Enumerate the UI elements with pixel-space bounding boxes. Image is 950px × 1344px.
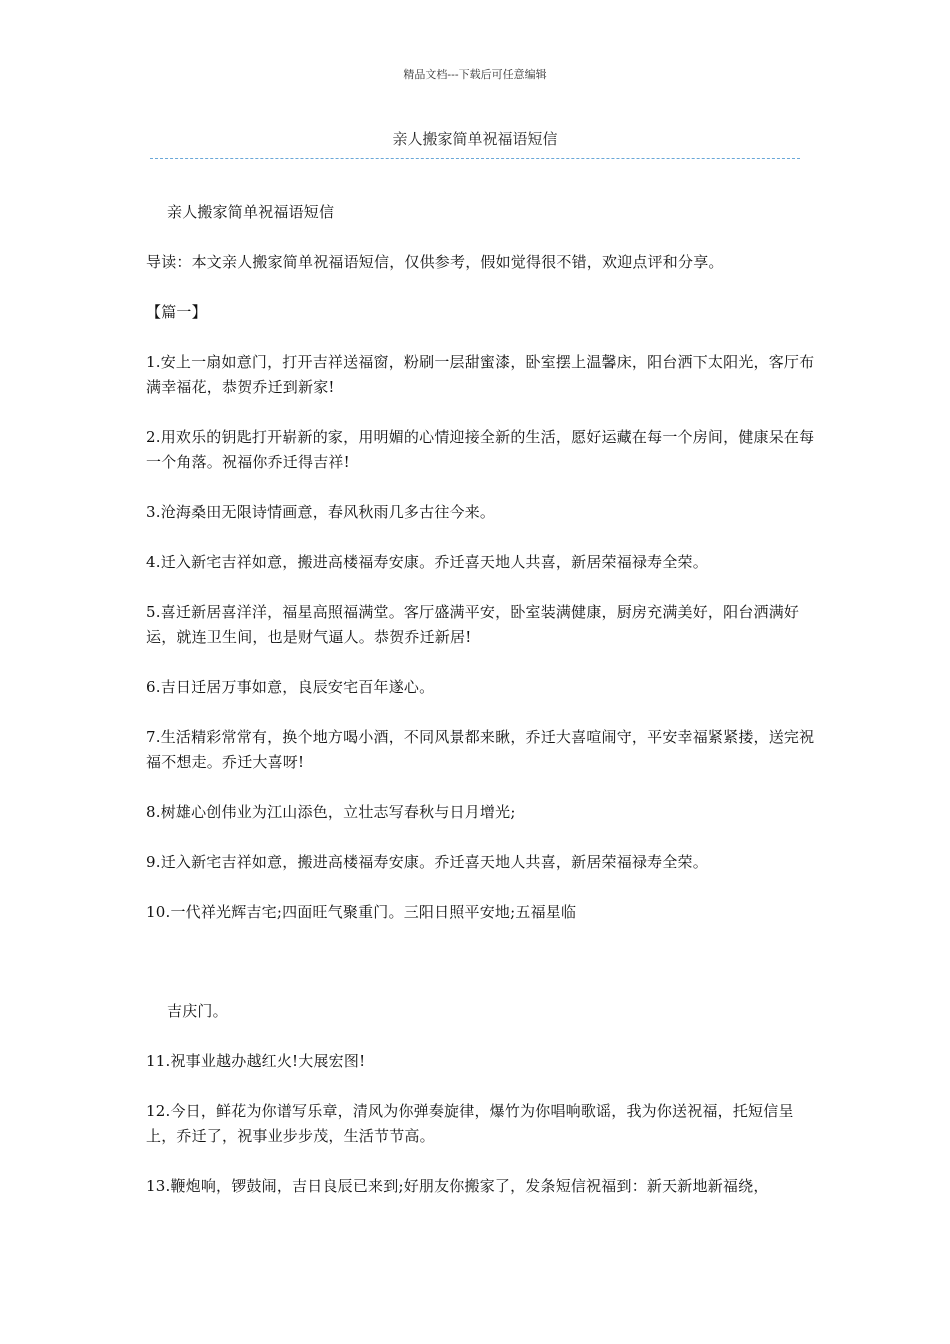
list-item: 7.生活精彩常常有，换个地方喝小酒，不同风景都来瞅，乔迁大喜喧闹守，平安幸福紧紧搂，送完祝福不想走。乔迁大喜呀! <box>146 728 815 771</box>
list-item: 1.安上一扇如意门，打开吉祥送福窗，粉刷一层甜蜜漆，卧室摆上温馨床，阳台洒下太阳光，客厅布满幸福花，恭贺乔迁到新家! <box>146 353 815 396</box>
list-item: 13.鞭炮响，锣鼓闹，吉日良辰已来到;好朋友你搬家了，发条短信祝福到：新天新地新福绕， <box>146 1177 769 1195</box>
list-item: 5.喜迁新居喜洋洋，福星高照福满堂。客厅盛满平安，卧室装满健康，厨房充满美好，阳台洒满好运，就连卫生间，也是财气逼人。恭贺乔迁新居! <box>146 603 800 646</box>
title-divider <box>150 158 800 159</box>
list-item-continuation: 吉庆门。 <box>167 1002 228 1020</box>
section-label: 【篇一】 <box>146 303 207 321</box>
list-item: 4.迁入新宅吉祥如意，搬进高楼福寿安康。乔迁喜天地人共喜，新居荣福禄寿全荣。 <box>146 553 708 571</box>
list-item: 12.今日，鲜花为你谱写乐章，清风为你弹奏旋律，爆竹为你唱响歌谣，我为你送祝福，托短信呈上，乔迁了，祝事业步步茂，生活节节高。 <box>146 1102 794 1145</box>
document-title: 亲人搬家简单祝福语短信 <box>392 130 558 148</box>
subtitle: 亲人搬家简单祝福语短信 <box>167 203 335 221</box>
header-note: 精品文档---下载后可任意编辑 <box>403 68 547 81</box>
list-item: 2.用欢乐的钥匙打开崭新的家，用明媚的心情迎接全新的生活，愿好运藏在每一个房间，健康呆在每一个角落。祝福你乔迁得吉祥! <box>146 428 815 471</box>
list-item: 8.树雄心创伟业为江山添色，立壮志写春秋与日月增光; <box>146 803 516 821</box>
list-item: 3.沧海桑田无限诗情画意，春风秋雨几多古往今来。 <box>146 503 496 521</box>
intro-paragraph: 导读：本文亲人搬家简单祝福语短信，仅供参考，假如觉得很不错，欢迎点评和分享。 <box>146 253 724 271</box>
list-item: 9.迁入新宅吉祥如意，搬进高楼福寿安康。乔迁喜天地人共喜，新居荣福禄寿全荣。 <box>146 853 708 871</box>
list-item: 11.祝事业越办越红火!大展宏图! <box>146 1052 366 1070</box>
list-item: 6.吉日迁居万事如意，良辰安宅百年遂心。 <box>146 678 435 696</box>
document-body <box>146 200 822 1199</box>
list-item: 10.一代祥光辉吉宅;四面旺气聚重门。三阳日照平安地;五福星临 <box>146 903 577 921</box>
